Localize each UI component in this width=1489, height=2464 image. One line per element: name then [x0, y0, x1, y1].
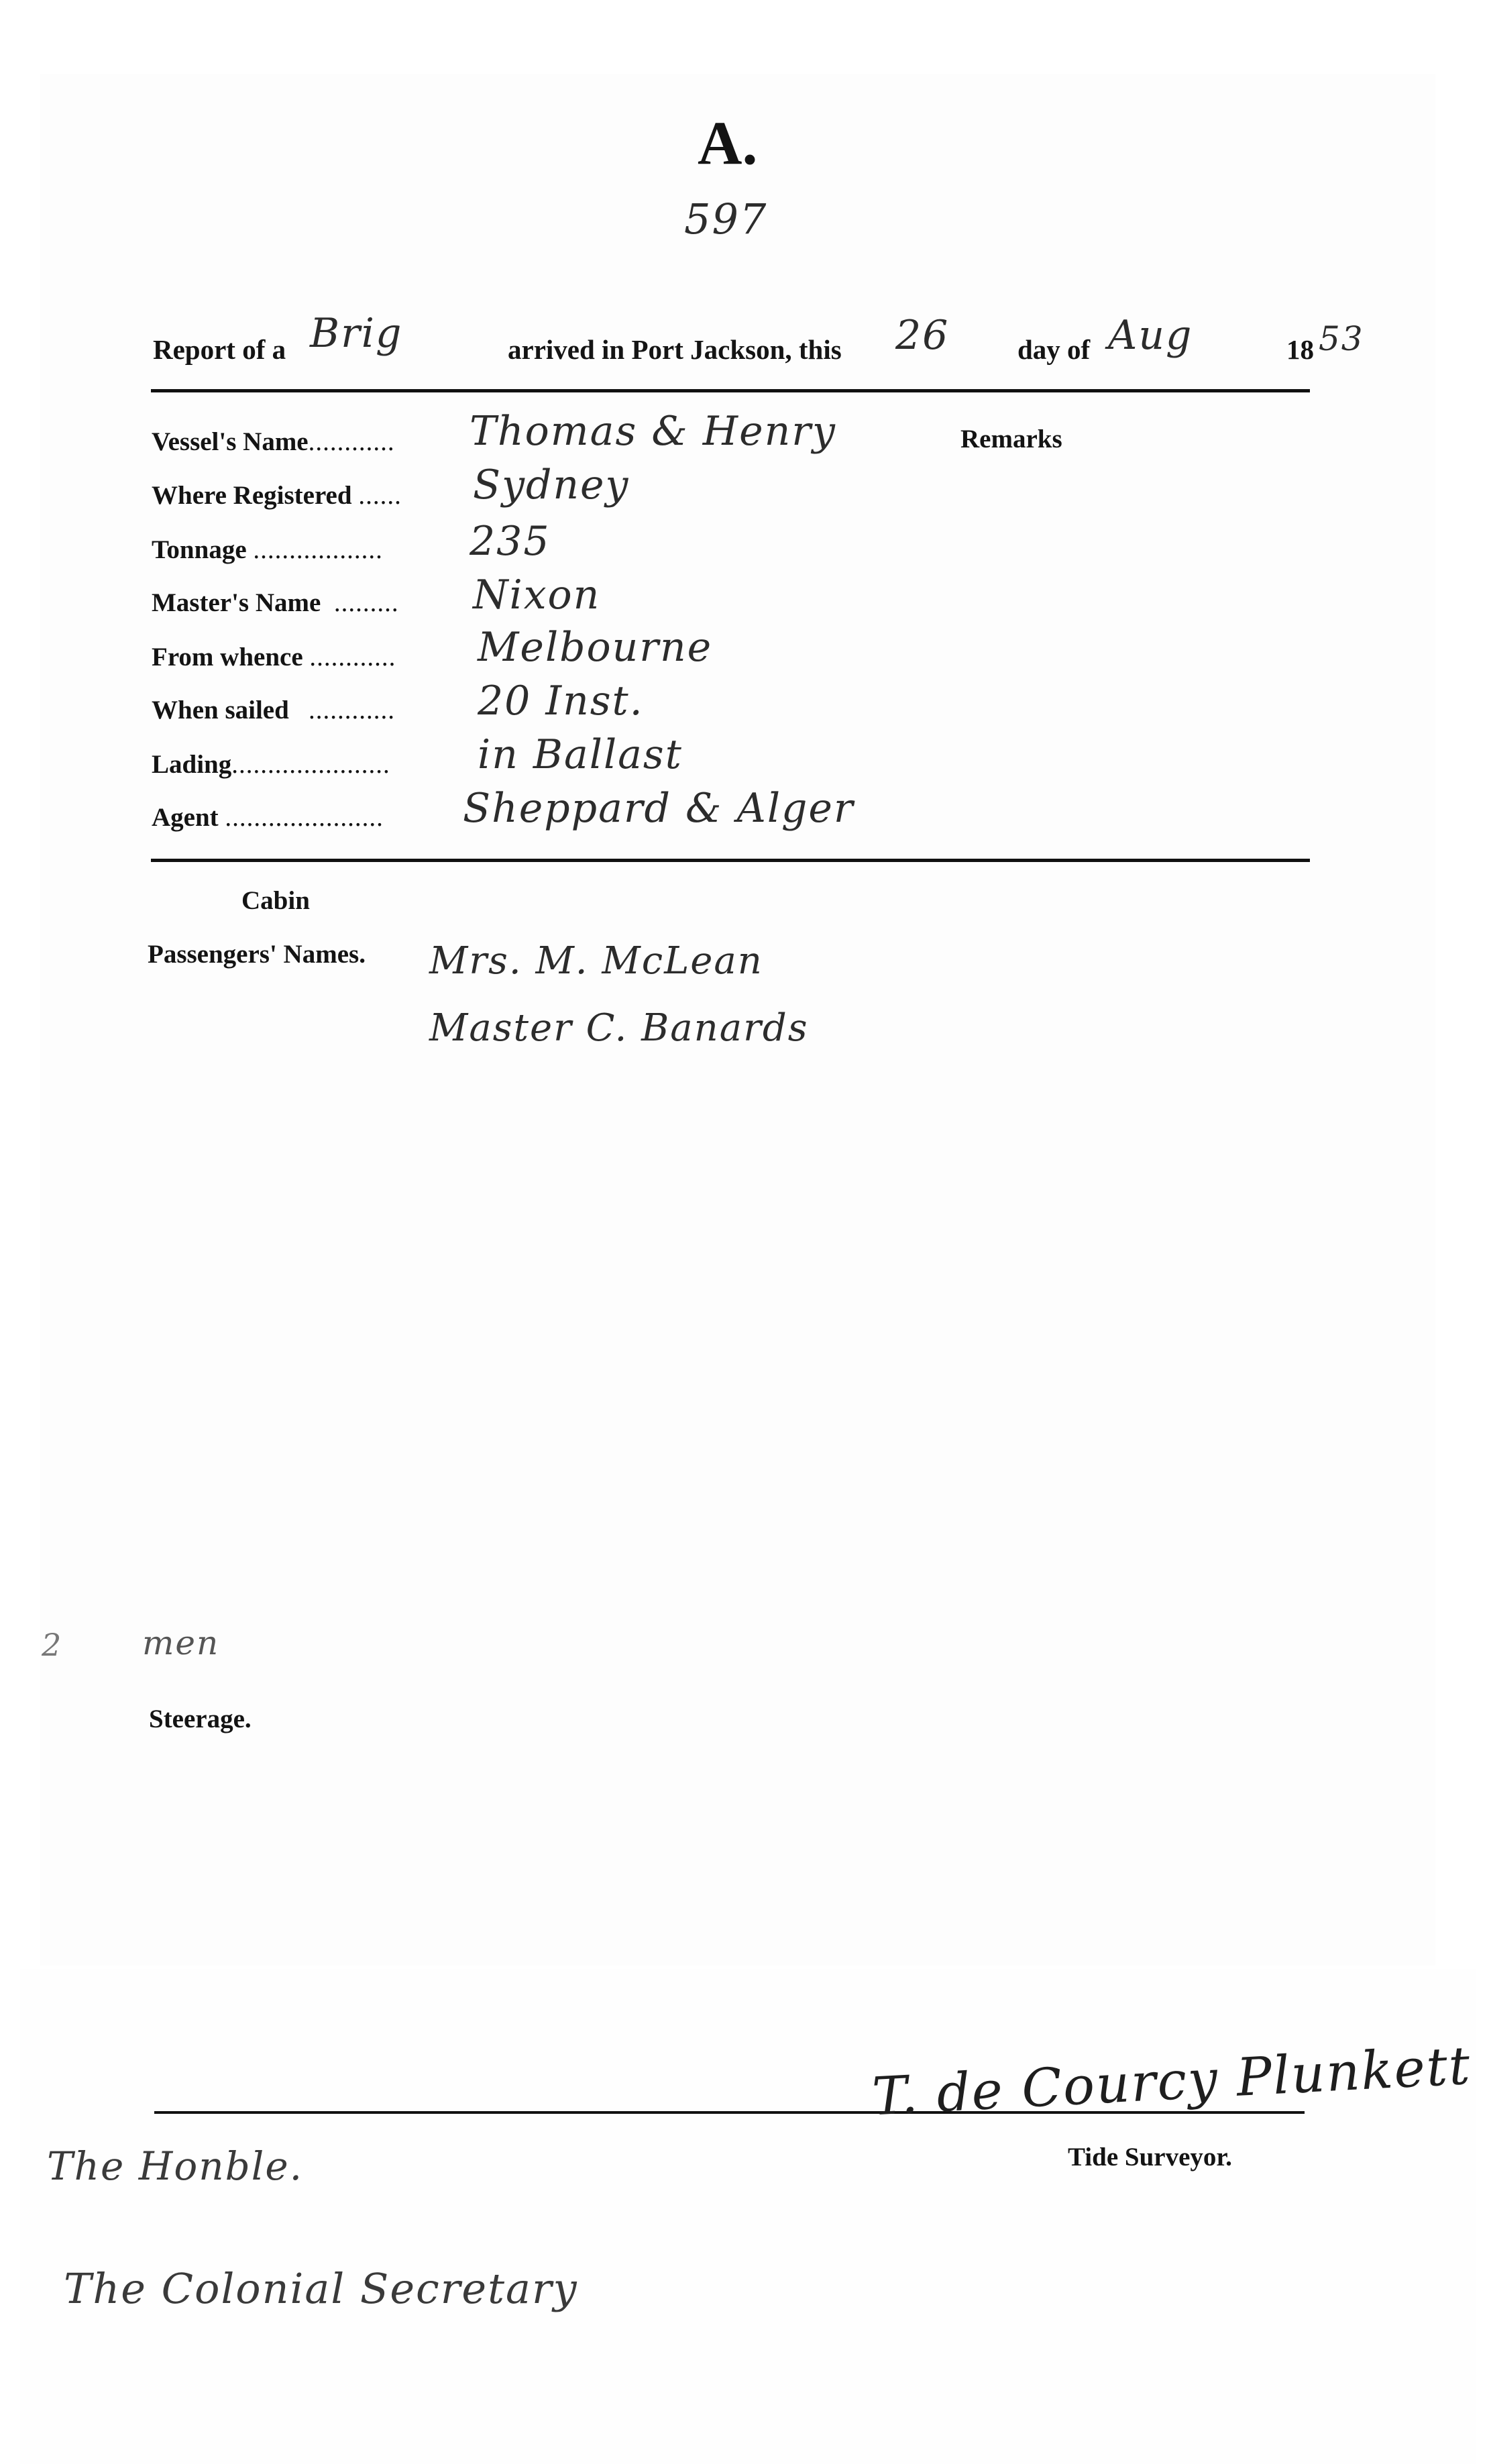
reference-number: 597 — [684, 195, 768, 244]
addressee-line-2: The Colonial Secretary — [64, 2264, 578, 2313]
header-rule — [151, 389, 1310, 392]
arrival-month-value: Aug — [1108, 312, 1193, 359]
field-value-master-name: Nixon — [473, 572, 601, 619]
dot-leader: ...... — [358, 481, 402, 510]
arrival-day-value: 26 — [895, 312, 950, 359]
day-of-text: day of — [1017, 334, 1091, 365]
field-value-when-sailed: 20 Inst. — [478, 678, 644, 725]
field-label-vessel-name: Vessel's Name............ — [152, 427, 395, 456]
field-value-from-whence: Melbourne — [478, 624, 713, 671]
surveyor-signature: T. de Courcy Plunkett — [871, 2035, 1473, 2128]
field-label-when-sailed: When sailed ............ — [152, 696, 396, 725]
dot-leader: ......... — [333, 588, 399, 617]
year-prefix: 18 — [1286, 334, 1314, 365]
year-suffix-value: 53 — [1319, 319, 1364, 358]
field-value-tonnage: 235 — [470, 518, 551, 565]
field-label-from-whence: From whence ............ — [152, 643, 396, 672]
signer-title: Tide Surveyor. — [1068, 2143, 1232, 2172]
vessel-type-value: Brig — [310, 310, 403, 357]
details-rule — [151, 859, 1310, 862]
dot-leader: ............ — [309, 643, 396, 672]
form-page-bottom-strip — [20, 1969, 1476, 2464]
dot-leader: ...................... — [225, 803, 384, 832]
report-prefix: Report of a — [153, 334, 286, 365]
steerage-count: 2 — [42, 1627, 63, 1663]
field-value-lading: in Ballast — [478, 731, 683, 778]
addressee-line-1: The Honble. — [47, 2143, 304, 2189]
dot-leader: ...................... — [231, 750, 390, 779]
dot-leader: ............ — [308, 427, 395, 456]
field-label-master-name: Master's Name ......... — [152, 588, 399, 617]
field-label-agent: Agent ...................... — [152, 803, 384, 832]
dot-leader: ............ — [309, 696, 396, 725]
field-value-agent: Sheppard & Alger — [463, 785, 854, 832]
remarks-label: Remarks — [960, 425, 1062, 453]
passengers-names-label: Passengers' Names. — [148, 940, 366, 969]
cabin-passenger-name: Master C. Banards — [429, 1006, 809, 1050]
cabin-label: Cabin — [241, 886, 310, 915]
field-label-where-registered: Where Registered ...... — [152, 481, 402, 510]
steerage-label: Steerage. — [149, 1705, 252, 1733]
field-value-vessel-name: Thomas & Henry — [470, 408, 836, 455]
form-letter: A. — [698, 109, 758, 177]
field-label-lading: Lading...................... — [152, 750, 390, 779]
field-value-where-registered: Sydney — [473, 462, 630, 508]
cabin-passenger-name: Mrs. M. McLean — [429, 939, 763, 983]
dot-leader: .................. — [253, 535, 383, 564]
steerage-note: men — [142, 1623, 220, 1662]
arrived-text: arrived in Port Jackson, this — [508, 334, 842, 365]
field-label-tonnage: Tonnage .................. — [152, 535, 383, 564]
